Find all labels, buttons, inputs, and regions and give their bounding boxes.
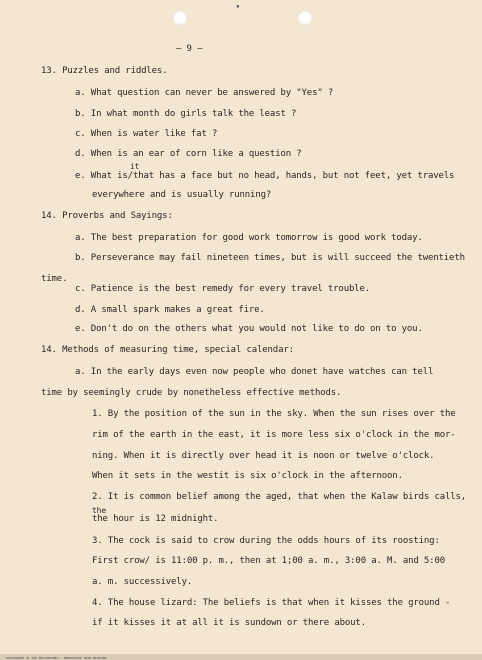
proverb-e: e. Don't do on the others what you would not like to do on to you. [75,324,423,334]
method-4: 4. The house lizard: The beliefs is that when it kisses the ground - [92,598,451,608]
riddle-a: a. What question can never be answered by "Yes" ? [75,88,334,98]
top-mark: ▪ [236,3,240,10]
punch-hole-right [298,11,312,25]
riddle-e-continued: everywhere and is usually running? [92,190,272,200]
riddle-e: e. What is/that has a face but no head, hands, but not feet, yet travels [75,171,455,181]
method-3: 3. The cock is said to crow during the odds hours of its roosting: [92,536,440,546]
page-number: — 9 — [176,44,203,54]
proverb-b: b. Perseverance may fail nineteen times, but is will succeed the twentieth [75,253,465,263]
method-3-line-3: a. m. successively. [92,577,193,587]
riddle-e-insertion: it [130,162,140,171]
method-4-continued: if it kisses it at all it is sundown or there about. [92,618,366,628]
proverb-b-continued: time. [41,274,68,284]
methods-a: a. In the early days even now people who donet have watches can tell [75,367,434,377]
section-13-heading: 13. Puzzles and riddles. [41,66,168,76]
proverb-c: c. Patience is the best remedy for every travel trouble. [75,284,371,294]
method-1-line-3: ning. When it is directly over head it is noon or twelve o'clock. [92,451,435,461]
method-2: 2. It is common belief among the aged, that when the Kalaw birds calls, [92,492,467,502]
punch-hole-left [173,11,187,25]
method-1-line-2: rim of the earth in the east, it is more less six o'clock in the mor- [92,430,456,440]
riddle-c: c. When is water like fat ? [75,129,218,139]
riddle-b: b. In what month do girls talk the least ? [75,109,297,119]
method-3-line-2: First crow/ is 11:00 p. m., then at 1;00 a. m., 3:00 a. M. and 5:00 [92,556,445,566]
scan-footer-strip [0,654,482,660]
riddle-d: d. When is an ear of corn like a question ? [75,149,302,159]
methods-a-continued: time by seemingly crude by nonetheless effective methods. [41,388,342,398]
proverb-d: d. A small spark makes a great fire. [75,305,265,315]
proverb-a: a. The best preparation for good work tomorrow is good work today. [75,233,423,243]
section-14-methods-heading: 14. Methods of measuring time, special calendar: [41,345,294,355]
method-1: 1. By the position of the sun in the sky. When the sun rises over the [92,409,456,419]
footer-note: PHOTOGRAPH OF THE PHILIPPINES · REPRODUCED FROM ORIGINAL [6,656,108,660]
section-14-proverbs-heading: 14. Proverbs and Sayings: [41,211,173,221]
method-2-continued: the hour is 12 midnight. [92,514,219,524]
method-1-line-4: When it sets in the westit is six o'clock in the afternoon. [92,471,403,481]
method-2-insertion: the [92,506,106,515]
